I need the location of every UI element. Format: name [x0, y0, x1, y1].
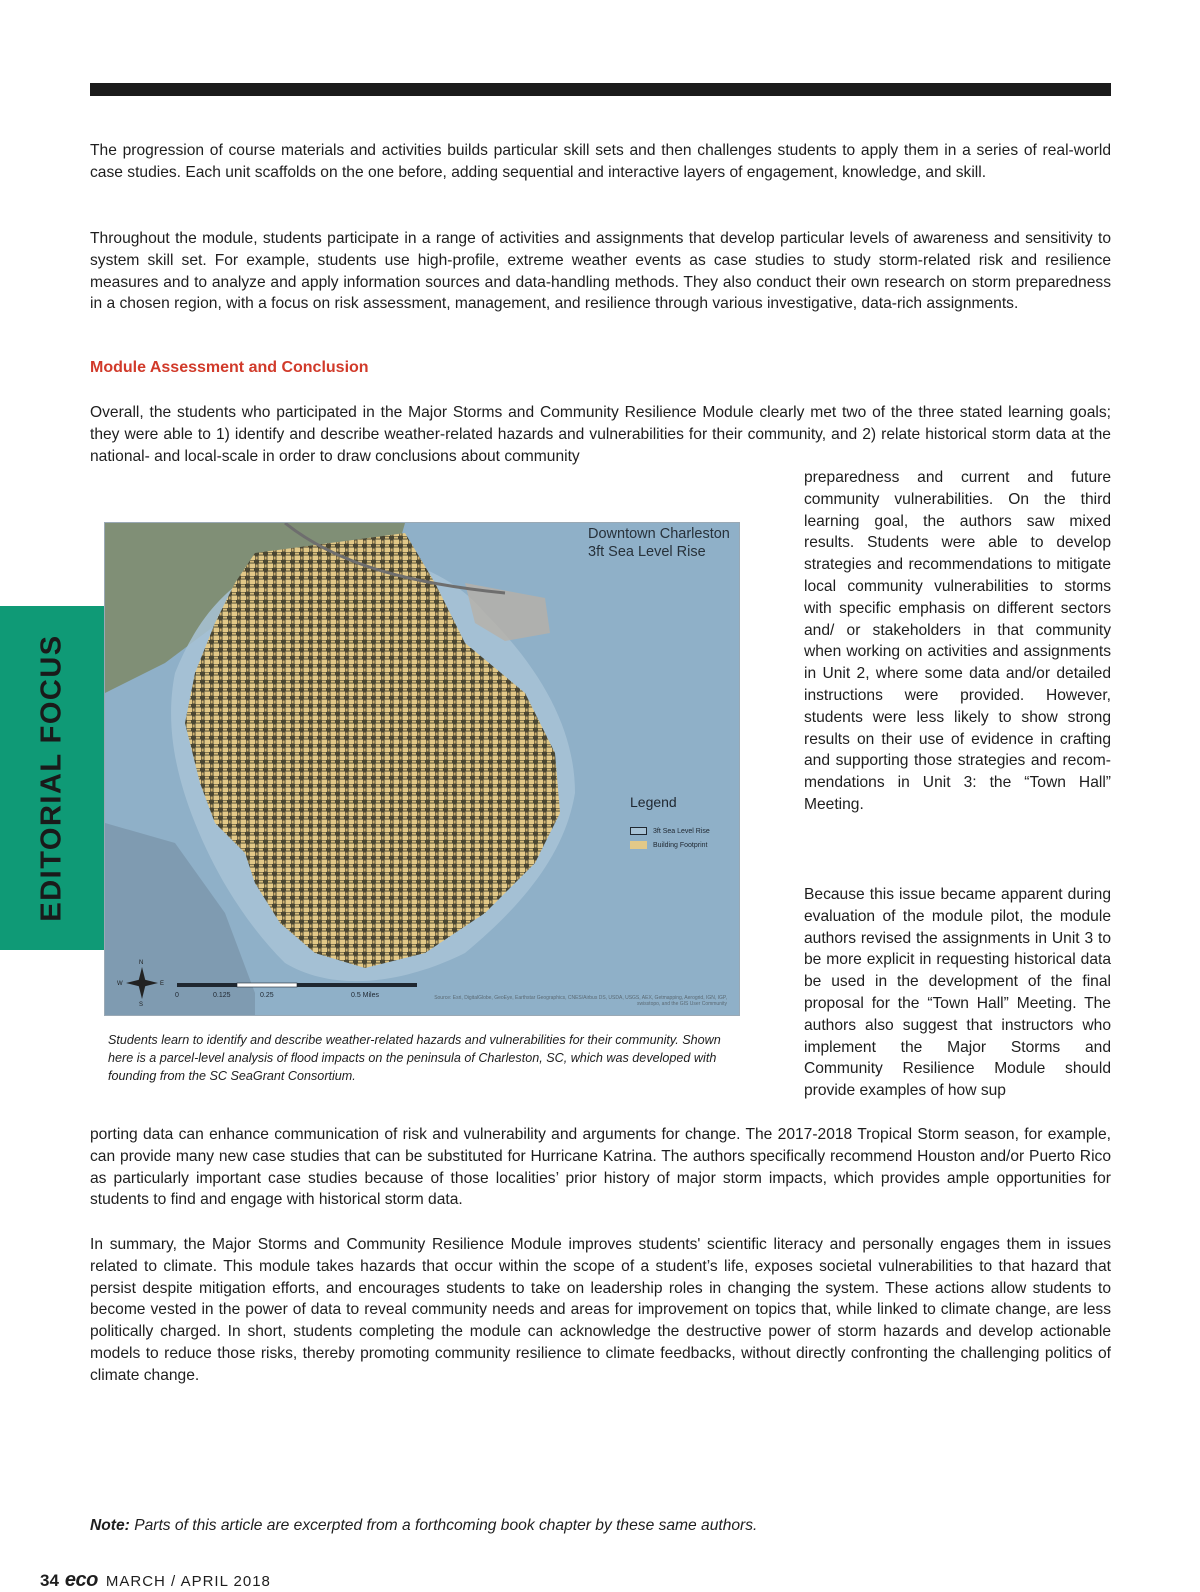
- legend-building-label: Building Footprint: [653, 841, 708, 849]
- legend-title: Legend: [630, 794, 677, 810]
- figure-caption: Students learn to identify and describe weather-related hazards and vulnerabilities for their community. Shown here is a parcel-level analysis of flood impacts on the peninsula of Charleston, SC, which was developed with founding from the SC SeaGrant Consortium.: [108, 1033, 721, 1083]
- paragraph-supporting-data: porting data can enhance communication of risk and vulnerability and arguments for change. The 2017-2018 Tropical Storm season, for example, can provide many new case studies that can be substituted for Hurricane Katrina. The authors specifically recommend Houston and/or Puerto Rico as particularly important case studies because of those localities’ prior history of major storm impacts, which provides ample opportunities for students to find and engage with historical storm data.: [90, 1126, 1111, 1209]
- scale-label-0: 0: [175, 992, 179, 999]
- section-heading: Module Assessment and Conclusion: [90, 359, 369, 376]
- map-graphic: [105, 523, 740, 1016]
- page-footer: [40, 1569, 271, 1592]
- page-number: 34: [40, 1571, 59, 1590]
- paragraph-overall-lead: Overall, the students who participated in the Major Storms and Community Resilience Module clearly met two of the three stated learning goals; they were able to 1) identify and describe weather-related hazards and vulnerabilities for their community, and 2) relate historical storm data at the national- and local-scale in order to draw conclusions about community: [90, 404, 1111, 465]
- scale-label-025: 0.25: [260, 992, 274, 999]
- paragraph-throughout: Throughout the module, students participate in a range of activities and assignments that develop particular levels of awareness and sensitivity to system skill set. For example, students use high-profile, extreme weather events as case studies to study storm-related risk and resilience measures and to analyze and apply information sources and data-handling methods. They also conduct their own research on storm preparedness in a chosen region, with a focus on risk assessment, management, and resilience through various investigative, data-rich assignments.: [90, 230, 1111, 313]
- legend-building: [630, 841, 707, 849]
- note: [90, 1517, 757, 1535]
- legend-sea-level-label: 3ft Sea Level Rise: [653, 827, 710, 835]
- paragraph-because-column: Because this issue became apparent during evaluation of the module pilot, the module authors revised the assignments in Unit 3 to be more explicit in requesting historical data be used in the development of the final proposal for the “Town Hall” Meeting. The authors also suggest that instructors who implement the Major Storms and Community Resilience Module should provide examples of how sup: [804, 886, 1111, 1100]
- sea-level-swatch: [630, 827, 647, 835]
- paragraph-overall-column: preparedness and current and future community vulnerabilities. On the third learning goal, the authors saw mixed results. Students were able to develop strategies and recommendations to mitigate local community vulnerabilities to storms with specific emphasis on different sectors and/ or stakeholders in that community when working on activities and assignments in Unit 2, where some data and/or detailed instructions were provided. However, students were less likely to show strong results on their use of evidence in crafting and supporting those strategies and recommendations in Unit 3: the “Town Hall” Meeting.: [804, 469, 1111, 813]
- map-title: [588, 525, 730, 561]
- note-label: Note:: [90, 1517, 130, 1534]
- compass-n: N: [139, 960, 144, 966]
- charleston-flood-map: [104, 522, 740, 1016]
- paragraph-progression: The progression of course materials and activities builds particular skill sets and then challenges students to apply them in a series of real-world case studies. Each unit scaffolds on the one before, adding sequential and interactive layers of engagement, knowledge, and skill.: [90, 142, 1111, 181]
- note-text: Parts of this article are excerpted from a forthcoming book chapter by these same authors.: [129, 1517, 758, 1534]
- editorial-focus-tab: [0, 606, 104, 950]
- map-source-credit: Source: Esri, DigitalGlobe, GeoEye, Earthstar Geographics, CNES/Airbus DS, USDA, USGS, AEX, Getmapping, Aerogrid, IGN, IGP, swisstopo, and the GIS User Community: [434, 995, 727, 1007]
- scale-label-0125: 0.125: [213, 992, 231, 999]
- scale-bar: [177, 983, 417, 987]
- map-title-line-1: Downtown Charleston: [588, 526, 730, 542]
- compass-s: S: [139, 1002, 144, 1008]
- top-rule: [90, 83, 1111, 96]
- issue-date: MARCH / APRIL 2018: [105, 1573, 271, 1590]
- paragraph-summary: In summary, the Major Storms and Community Resilience Module improves students' scientific literacy and personally engages them in issues related to climate. This module takes hazards that occur within the scope of a student’s life, exposes societal vulnerabilities to that hazard that persist despite mitigation efforts, and encourages students to take on leadership roles in changing the system. These actions allow students to become vested in the power of data to reveal community needs and areas for improvement on topics that, while linked to climate change, are less politically charged. In short, students completing the module can acknowledge the destructive power of storm hazards and develop actionable models to reduce those risks, thereby promoting community resilience to climate feedbacks, without directly confronting the challenging politics of climate change.: [90, 1236, 1111, 1384]
- compass-e: E: [160, 981, 165, 987]
- magazine-logo: eco: [64, 1569, 98, 1591]
- editorial-focus-label: EDITORIAL FOCUS: [35, 634, 68, 922]
- legend-sea-level: [630, 827, 710, 835]
- compass-w: W: [117, 981, 123, 987]
- map-title-line-2: 3ft Sea Level Rise: [588, 544, 706, 560]
- scale-label-05: 0.5 Miles: [351, 992, 380, 999]
- building-swatch: [630, 841, 647, 849]
